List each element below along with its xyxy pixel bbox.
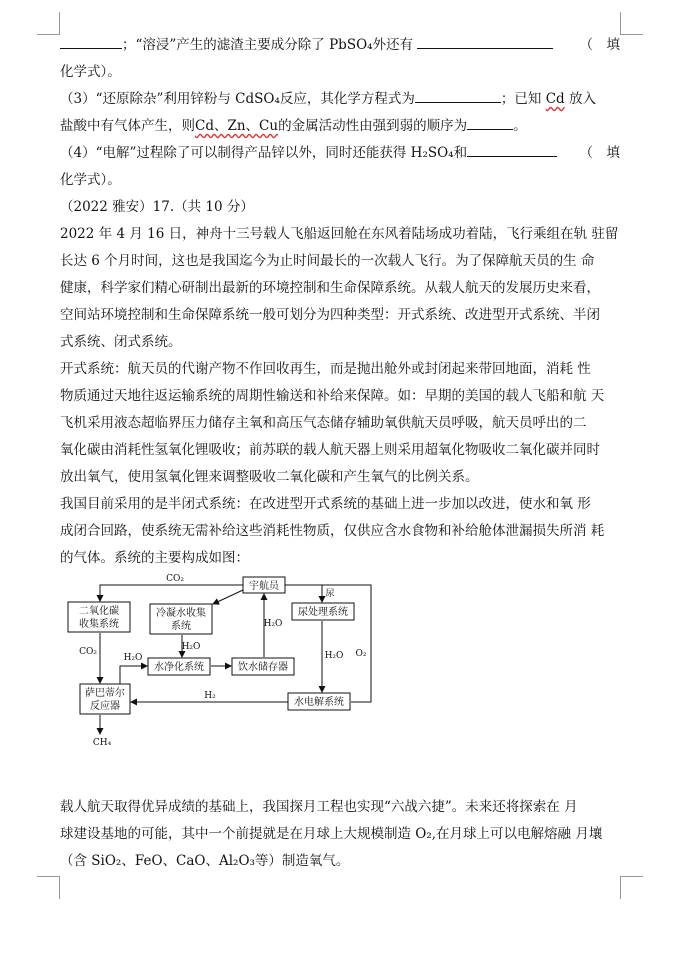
- question-text: ；已知: [500, 91, 542, 107]
- flow-label: H₂O: [263, 619, 283, 629]
- passage-line: 长达 6 个月时间，这也是我国迄今为止时间最长的一次载人飞行。为了保障航天员的生 命: [60, 253, 595, 269]
- co2-collection-label: 二氧化碳: [79, 606, 119, 617]
- passage-line: 的气体。系统的主要构成如图：: [60, 550, 249, 566]
- question-text: （4）“电解”过程除了可以制得产品锌以外，同时还能获得 H₂SO₄和: [60, 145, 468, 161]
- page-corner-mark: [37, 12, 60, 35]
- page-corner-mark: [620, 12, 643, 35]
- answer-blank[interactable]: [467, 141, 557, 157]
- passage-line: 我国目前采用的是半闭式系统：在改进型开式系统的基础上进一步加以改进，使水和氧 形: [60, 496, 591, 512]
- question-text: （3）“还原除杂”利用锌粉与 CdSO₄反应，其化学方程式为: [60, 91, 415, 107]
- question-text: 化学式）。: [60, 172, 121, 188]
- urine-system-label: 尿处理系统: [298, 607, 348, 618]
- flow-label: H₂O: [181, 642, 201, 652]
- astronaut-label: 宇航员: [249, 581, 279, 592]
- passage-line: 放出氧气，使用氢氧化锂来调整吸收二氧化碳和产生氧气的比例关系。: [60, 469, 479, 485]
- flow-label: CO₂: [79, 647, 97, 657]
- question-line: [60, 86, 620, 113]
- passage-line: （含 SiO₂、FeO、CaO、Al₂O₃等）制造氧气。: [60, 853, 350, 869]
- question-source: [60, 194, 620, 221]
- passage-line: 式系统、闭式系统。: [60, 334, 182, 350]
- flow-label: H₂O: [324, 651, 344, 661]
- answer-blank[interactable]: [467, 114, 513, 130]
- question-line: [60, 32, 620, 59]
- co2-collection-label: 收集系统: [79, 619, 119, 630]
- question-text: （ 填: [579, 145, 620, 161]
- passage-line: 飞机采用液态超临界压力储存主氧和高压气态储存辅助氧供航天员呼吸，航天员呼出的二: [60, 415, 587, 431]
- flow-chart: [60, 574, 390, 794]
- flow-label: H₂: [204, 691, 216, 701]
- diagram-labels: [79, 574, 367, 748]
- electrolysis-label: 水电解系统: [294, 697, 344, 708]
- question-text: Cd: [545, 91, 565, 107]
- page-corner-mark: [620, 876, 643, 899]
- condensate-label: 冷凝水收集: [156, 608, 206, 619]
- question-text: 化学式）。: [60, 64, 121, 80]
- question-text: ；“溶浸”产生的滤渣主要成分除了 PbSO₄外还有: [122, 37, 414, 53]
- question-line: [60, 113, 620, 140]
- passage-line: 球建设基地的可能，其中一个前提就是在月球上大规模制造 O₂,在月球上可以电解熔融 月壤: [60, 826, 603, 842]
- life-support-diagram: [60, 574, 620, 794]
- passage-line: 2022 年 4 月 16 日，神舟十三号载人飞船返回舱在东风着陆场成功着陆，飞行乘组在轨 驻留: [60, 226, 619, 242]
- answer-blank[interactable]: [60, 33, 122, 49]
- passage: [60, 221, 620, 572]
- passage-continued: [60, 794, 620, 875]
- storage-label: 饮水储存器: [238, 662, 288, 673]
- question-number: （2022 雅安）17.（共 10 分）: [60, 199, 254, 215]
- question-text: Cd、Zn、Cu: [195, 118, 279, 134]
- flow-label: O₂: [355, 649, 367, 659]
- passage-line: 物质通过天地往返运输系统的周期性输送和补给来保障。如：早期的美国的载人飞船和航 天: [60, 388, 605, 404]
- question-text: （ 填: [579, 37, 620, 53]
- question-line: [60, 167, 620, 194]
- passage-line: 氧化碳由消耗性氢氧化锂吸收；前苏联的载人航天器上则采用超氧化物吸收二氧化碳并同时: [60, 442, 600, 458]
- question-text: 。: [513, 118, 527, 134]
- passage-line: 载人航天取得优异成绩的基础上，我国探月工程也实现“六战六捷”。未来还将探索在 月: [60, 799, 578, 815]
- sabatier-label: 萨巴蒂尔: [85, 688, 125, 699]
- passage-line: 成闭合回路，使系统无需补给这些消耗性物质，仅供应含水食物和补给舱体泄漏损失所消 耗: [60, 523, 605, 539]
- purification-label: 水净化系统: [154, 662, 204, 673]
- sabatier-label: 反应器: [90, 701, 120, 712]
- question-text: 的金属活动性由强到弱的顺序为: [278, 118, 468, 134]
- flow-label: CH₄: [92, 738, 112, 748]
- question-text: 放入: [568, 91, 596, 107]
- question-text: 盐酸中有气体产生，则: [60, 118, 195, 134]
- flow-label: CO₂: [166, 574, 184, 584]
- condensate-label: 系统: [171, 621, 191, 632]
- passage-line: 健康，科学家们精心研制出最新的环境控制和生命保障系统。从载人航天的发展历史来看，: [60, 280, 600, 296]
- question-line: [60, 140, 620, 167]
- flow-label: 尿: [325, 589, 335, 599]
- passage-line: 开式系统：航天员的代谢产物不作回收再生，而是抛出舱外或封闭起来带回地面，消耗 性: [60, 361, 591, 377]
- page-corner-mark: [37, 876, 60, 899]
- question-line: [60, 59, 620, 86]
- document-body: [60, 32, 620, 875]
- answer-blank[interactable]: [415, 87, 501, 103]
- flow-label: H₂O: [123, 653, 143, 663]
- answer-blank[interactable]: [417, 33, 553, 49]
- passage-line: 空间站环境控制和生命保障系统一般可划分为四种类型：开式系统、改进型开式系统、半闭: [60, 307, 600, 323]
